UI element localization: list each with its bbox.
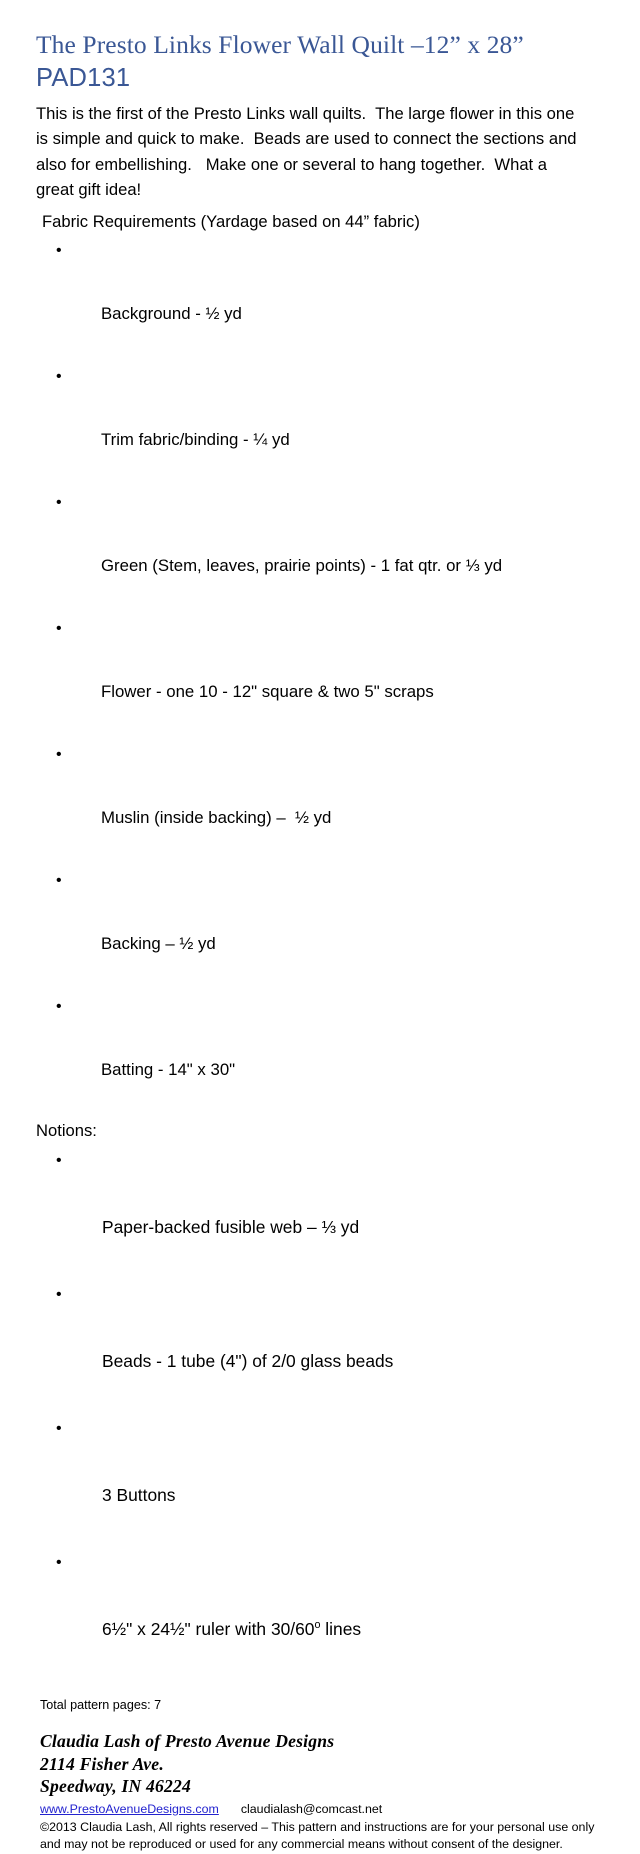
title-line-pattern-code: PAD131: [36, 64, 131, 92]
list-item-ruler: [36, 1546, 606, 1680]
list-item-label: Batting - 14" x 30": [100, 1060, 236, 1080]
list-item: [36, 235, 606, 361]
bullet-icon: •: [56, 494, 62, 512]
list-item-label: 3 Buttons: [102, 1485, 176, 1506]
bullet-icon: •: [56, 1152, 62, 1170]
list-item-label: Trim fabric/binding - ¼ yd: [100, 430, 290, 450]
designer-signature-block: [40, 1730, 606, 1798]
email-address: claudialash@comcast.net: [240, 1801, 383, 1816]
title-line-primary: The Presto Links Flower Wall Quilt –12” x 28”: [36, 30, 524, 59]
list-item: [36, 1412, 606, 1546]
list-item: [36, 487, 606, 613]
fabric-requirements-heading: Fabric Requirements (Yardage based on 44” fabric): [42, 212, 420, 232]
bullet-icon: •: [56, 872, 62, 890]
signature-street: 2114 Fisher Ave.: [40, 1753, 164, 1774]
bullet-icon: •: [56, 620, 62, 638]
bullet-icon: •: [56, 242, 62, 260]
bullet-icon: •: [56, 1554, 62, 1572]
list-item-label: Background - ½ yd: [100, 304, 242, 324]
bullet-icon: •: [56, 368, 62, 386]
notions-list: [36, 1144, 606, 1680]
contact-line: [40, 1801, 606, 1818]
signature-name: Claudia Lash of Presto Avenue Designs: [40, 1731, 335, 1752]
list-item-label: Backing – ½ yd: [100, 934, 216, 954]
bullet-icon: •: [56, 1286, 62, 1304]
list-item: [36, 991, 606, 1117]
list-item: [36, 1278, 606, 1412]
list-item: [36, 361, 606, 487]
ruler-label-before: 6½" x 24½" ruler with 30/60: [102, 1619, 315, 1640]
copyright-notice: ©2013 Claudia Lash, All rights reserved – This pattern and instructions are for your personal use only and may not be reproduced or used for any commercial means without consent of the designer.: [40, 1819, 598, 1852]
page-title: [36, 28, 606, 95]
list-item-label: Paper-backed fusible web – ⅓ yd: [102, 1217, 360, 1238]
list-item: [36, 613, 606, 739]
degree-superscript: o: [314, 1619, 321, 1632]
bullet-icon: •: [56, 746, 62, 764]
list-item-label: Muslin (inside backing) – ½ yd: [100, 808, 332, 828]
list-item-label: Beads - 1 tube (4") of 2/0 glass beads: [102, 1351, 394, 1372]
intro-paragraph: This is the first of the Presto Links wall quilts. The large flower in this one is simple and quick to make. Beads are used to connect the sections and also for embellishing. Make one or several to hang together. What a great gift idea!: [36, 104, 582, 199]
bullet-icon: •: [56, 998, 62, 1016]
bullet-icon: •: [56, 1420, 62, 1438]
list-item: [36, 1144, 606, 1278]
fabric-requirements-list: [36, 235, 606, 1117]
website-link[interactable]: www.PrestoAvenueDesigns.com: [40, 1801, 219, 1816]
list-item-label: Green (Stem, leaves, prairie points) - 1 fat qtr. or ⅓ yd: [100, 556, 503, 576]
list-item: [36, 739, 606, 865]
ruler-label-after: lines: [320, 1619, 362, 1640]
signature-city-state-zip: Speedway, IN 46224: [40, 1776, 192, 1797]
total-pattern-pages: Total pattern pages: 7: [40, 1698, 162, 1713]
list-item: [36, 865, 606, 991]
notions-heading: Notions:: [36, 1121, 97, 1141]
list-item-label: Flower - one 10 - 12" square & two 5" scraps: [100, 682, 434, 702]
